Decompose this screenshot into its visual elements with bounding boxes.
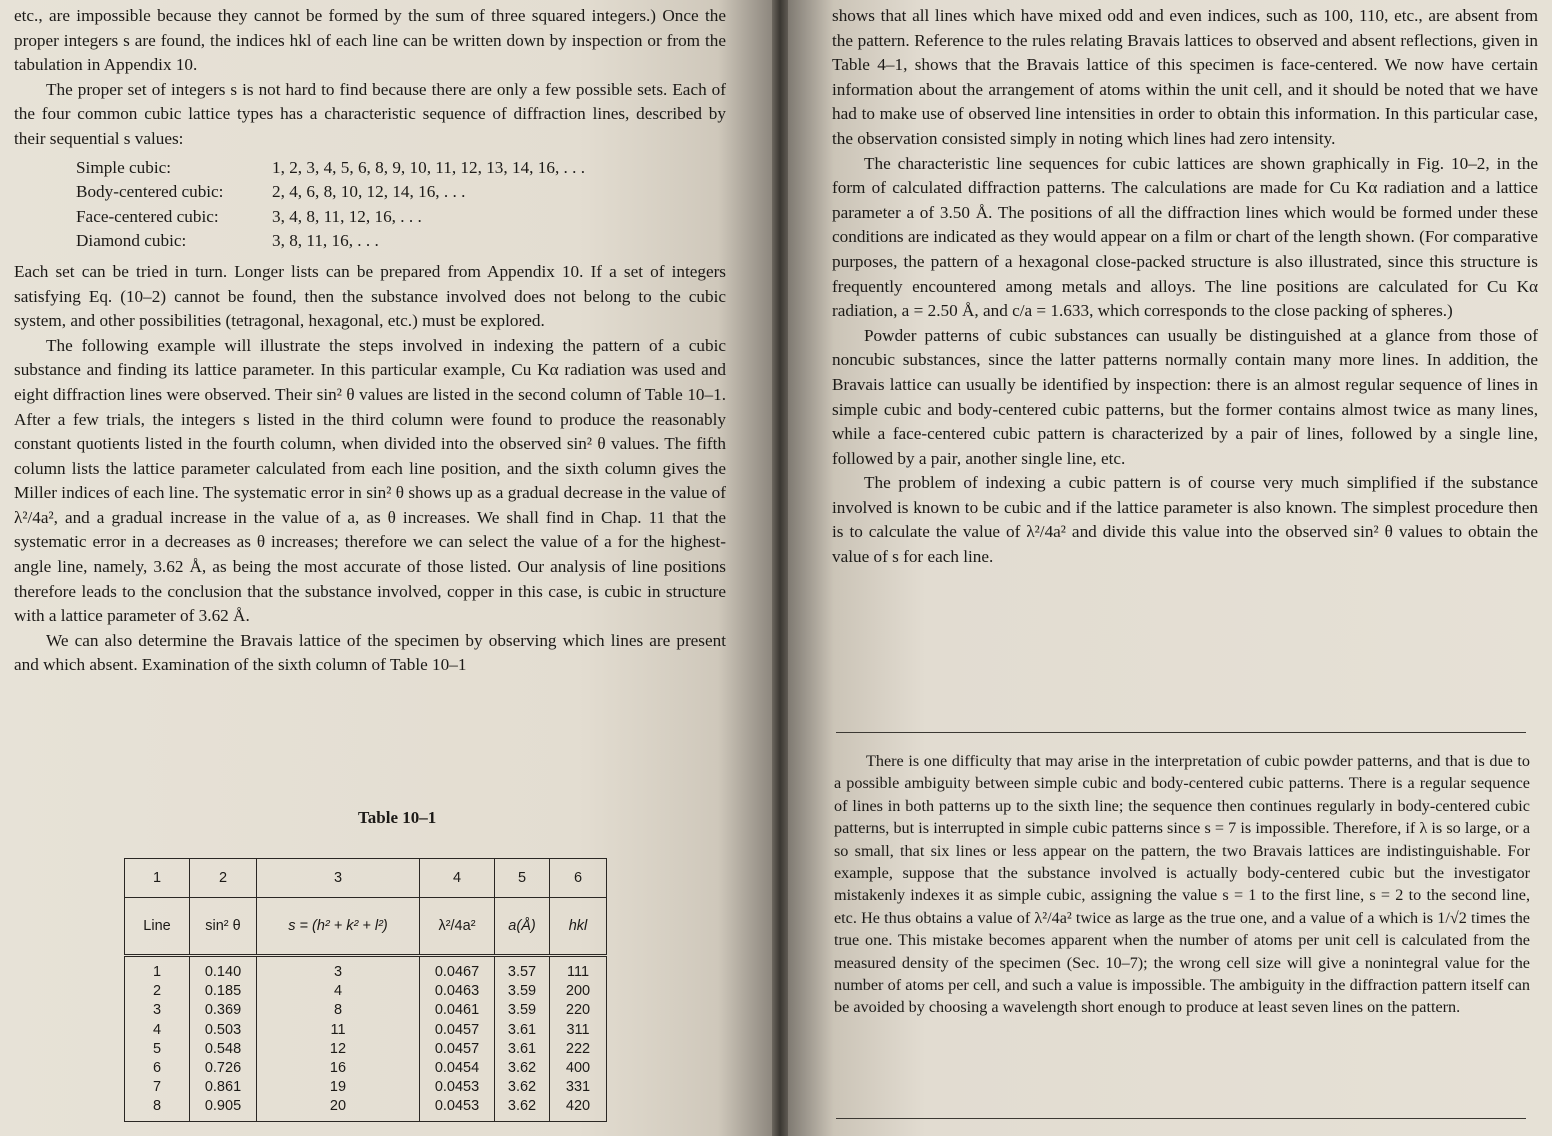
column-number: 5: [495, 859, 550, 898]
table-cell-s: 20: [329, 1098, 347, 1115]
table-cell-sin2theta: 0.503: [204, 1021, 242, 1038]
table-cell-hkl: 222: [565, 1040, 591, 1057]
sequence-name: Face-centered cubic:: [76, 206, 219, 226]
table-10-1: [124, 858, 607, 1122]
paragraph-problem: The problem of indexing a cubic pattern is of course very much simplified if the substance involved is known to be cubic and if the lattice parameter is also known. The simplest procedure then is to calculate the value of λ²/4a² and divide this value into the observed sin² θ values to obtain the value of s for each line.: [832, 473, 1538, 567]
table-cell-s: 16: [329, 1060, 347, 1077]
sequence-values: 1, 2, 3, 4, 5, 6, 8, 9, 10, 11, 12, 13, 14, 16, . . .: [272, 157, 586, 177]
table-cell-sin2theta: 0.726: [204, 1060, 242, 1077]
table-cell-sin2theta: 0.905: [204, 1098, 242, 1115]
sequence-name: Diamond cubic:: [76, 231, 187, 251]
left-page: [0, 0, 772, 1136]
table-cell-a: 3.59: [507, 983, 537, 1000]
footnote-rule-bottom: [836, 1118, 1526, 1119]
lattice-sequences: [14, 156, 726, 254]
table-cell-quotient: 0.0457: [434, 1021, 480, 1038]
right-text-block: [832, 4, 1538, 570]
column-number: 4: [420, 859, 495, 898]
header-line: Line: [125, 898, 190, 956]
header-a: a(Å): [495, 898, 550, 956]
sequence-name: Simple cubic:: [76, 157, 171, 177]
table-cell-s: 8: [333, 1002, 343, 1019]
table-cell-a: 3.62: [507, 1060, 537, 1077]
table-column-numbers: [125, 859, 607, 898]
column-hkl: [550, 956, 607, 1122]
sequence-row: [14, 205, 726, 230]
footnote-rule-top: [836, 732, 1526, 733]
table-body-row: [125, 956, 607, 1122]
sequence-values: 2, 4, 6, 8, 10, 12, 14, 16, . . .: [272, 182, 466, 202]
paragraph-intro: etc., are impossible because they cannot be formed by the sum of three squared integers.) Once the proper integers s are found, the indices hkl of each line can be written down by inspection or from the tabulation in Appendix 10.: [14, 6, 726, 75]
column-number: 3: [257, 859, 420, 898]
table-cell-hkl: 111: [566, 964, 590, 980]
right-page: [788, 0, 1552, 1136]
table-cell-sin2theta: 0.185: [204, 983, 242, 1000]
table-cell-sin2theta: 0.548: [204, 1040, 242, 1057]
table-cell-a: 3.61: [507, 1021, 537, 1038]
table-cell-a: 3.57: [507, 964, 537, 980]
column-quotient: [420, 956, 495, 1122]
table-cell-hkl: 220: [565, 1002, 591, 1019]
table-cell-a: 3.59: [507, 1002, 537, 1019]
table-cell-quotient: 0.0453: [434, 1079, 480, 1096]
sequence-values: 3, 4, 8, 11, 12, 16, . . .: [272, 206, 422, 226]
table-cell-hkl: 311: [566, 1021, 590, 1038]
left-text-block: [14, 4, 726, 678]
table-header-row: [125, 898, 607, 956]
table-cell-quotient: 0.0453: [434, 1098, 480, 1115]
table-cell-s: 3: [333, 964, 343, 980]
table-cell-sin2theta: 0.861: [204, 1079, 242, 1096]
column-a: [495, 956, 550, 1122]
header-sin2theta: sin² θ: [190, 898, 257, 956]
header-quotient: λ²/4a²: [420, 898, 495, 956]
table-cell-s: 19: [329, 1079, 347, 1096]
table-cell-s: 4: [333, 983, 343, 1000]
sequence-row: [14, 156, 726, 181]
table-cell-a: 3.62: [507, 1079, 537, 1096]
table-cell-lines: 2: [152, 983, 162, 1000]
sequence-name: Body-centered cubic:: [76, 182, 224, 202]
table-title: Table 10–1: [358, 808, 437, 827]
table-cell-lines: 8: [152, 1098, 162, 1115]
header-hkl: hkl: [550, 898, 607, 956]
sequence-values: 3, 8, 11, 16, . . .: [272, 231, 379, 251]
table-cell-hkl: 200: [565, 983, 591, 1000]
table-cell-a: 3.62: [507, 1098, 537, 1115]
table-cell-hkl: 331: [565, 1079, 591, 1096]
table-cell-lines: 3: [152, 1002, 162, 1019]
paragraph-sets: The proper set of integers s is not hard to find because there are only a few possible sets. Each of the four common cubic lattice types has a characteristic sequence of diffraction lines, described by their sequential s values:: [14, 79, 726, 148]
table-cell-quotient: 0.0463: [434, 983, 480, 1000]
table-cell-sin2theta: 0.369: [204, 1002, 242, 1019]
column-sin2theta: [190, 956, 257, 1122]
column-number: 1: [125, 859, 190, 898]
table-cell-a: 3.61: [507, 1040, 537, 1057]
header-s: s = (h² + k² + l²): [257, 898, 420, 956]
table-cell-lines: 6: [152, 1060, 162, 1077]
column-line: [125, 956, 190, 1122]
footnote: There is one difficulty that may arise in the interpretation of cubic powder patterns, and that is due to a possible ambiguity between simple cubic and body-centered cubic patterns. There is a regular sequence of lines in both patterns up to the sixth line; the sequence then continues regularly in body-centered cubic patterns, but is interrupted in simple cubic patterns since s = 7 is impossible. Therefore, if λ is so large, or a so small, that six lines or less appear on the pattern, the two Bravais lattices are indistinguishable. For example, suppose that the substance involved is actually body-centered cubic but the investigator mistakenly indexes it as simple cubic, assigning the value s = 1 to the first line, s = 2 to the second line, etc. He thus obtains a value of λ²/4a² twice as large as the true one, and a value of a which is 1/√2 times the true one. This mistake becomes apparent when the number of atoms per unit cell is calculated from the measured density of the specimen (Sec. 10–7); the wrong cell size will give a nonintegral value for the number of atoms per cell, and such a value is impossible. The ambiguity in the diffraction pattern itself can be avoided by choosing a wavelength short enough to produce at least seven lines on the pattern.: [834, 752, 1530, 1017]
table-cell-quotient: 0.0467: [434, 964, 480, 980]
table-cell-s: 12: [329, 1040, 347, 1057]
paragraph-example: The following example will illustrate the steps involved in indexing the pattern of a cubic substance and finding its lattice parameter. In this particular example, Cu Kα radiation was used and eight diffraction lines were observed. Their sin² θ values are listed in the second column of Table 10–1. After a few trials, the integers s listed in the third column were found to produce the reasonably constant quotients listed in the fourth column, when divided into the observed sin² θ values. The fifth column lists the lattice parameter calculated from each line position, and the sixth column gives the Miller indices of each line. The systematic error in sin² θ shows up as a gradual decrease in the value of λ²/4a², and a gradual increase in the value of a, as θ increases. We shall find in Chap. 11 that the systematic error in a decreases as θ increases; therefore we can select the value of a for the highest-angle line, namely, 3.62 Å, as being the most accurate of those listed. Our analysis of line positions therefore leads to the conclusion that the substance involved, copper in this case, is cubic in structure with a lattice parameter of 3.62 Å.: [14, 335, 726, 626]
table-cell-lines: 7: [152, 1079, 162, 1096]
column-number: 6: [550, 859, 607, 898]
table-cell-lines: 1: [152, 964, 162, 980]
table-cell-quotient: 0.0457: [434, 1040, 480, 1057]
book-gutter: [772, 0, 788, 1136]
sequence-row: [14, 180, 726, 205]
table-cell-hkl: 420: [565, 1098, 591, 1115]
table-cell-quotient: 0.0454: [434, 1060, 480, 1077]
paragraph-bravais: We can also determine the Bravais lattice of the specimen by observing which lines are present and which absent. Examination of the sixth column of Table 10–1: [14, 630, 726, 675]
paragraph-characteristic: The characteristic line sequences for cubic lattices are shown graphically in Fig. 10–2, in the form of calculated diffraction patterns. The calculations are made for Cu Kα radiation and a lattice parameter a of 3.50 Å. The positions of all the diffraction lines which would be formed under these conditions are indicated as they would appear on a film or chart of the length shown. (For comparative purposes, the pattern of a hexagonal close-packed structure is also illustrated, since this structure is frequently encountered among metals and alloys. The line positions are calculated for Cu Kα radiation, a = 2.50 Å, and c/a = 1.633, which corresponds to the close packing of spheres.): [832, 153, 1538, 321]
table-cell-lines: 5: [152, 1040, 162, 1057]
column-s: [257, 956, 420, 1122]
paragraph-powder: Powder patterns of cubic substances can usually be distinguished at a glance from those of noncubic substances, since the latter patterns normally contain many more lines. In addition, the Bravais lattice can usually be identified by inspection: there is an almost regular sequence of lines in simple cubic and body-centered cubic patterns, but the former contains almost twice as many lines, while a face-centered cubic pattern is characterized by a pair of lines, followed by a single line, followed by a pair, another single line, etc.: [832, 325, 1538, 468]
table-cell-quotient: 0.0461: [434, 1002, 480, 1019]
sequence-row: [14, 229, 726, 254]
column-number: 2: [190, 859, 257, 898]
table-cell-lines: 4: [152, 1021, 162, 1038]
table-cell-hkl: 400: [565, 1060, 591, 1077]
paragraph-shows: shows that all lines which have mixed odd and even indices, such as 100, 110, etc., are absent from the pattern. Reference to the rules relating Bravais lattices to observed and absent reflections, given in Table 4–1, shows that the Bravais lattice of this specimen is face-centered. We now have certain information about the arrangement of atoms within the unit cell, and it should be noted that we have had to make use of observed line intensities in order to obtain this information. In this particular case, the observation consisted simply in noting which lines had zero intensity.: [832, 6, 1538, 148]
table-cell-s: 11: [330, 1021, 346, 1038]
paragraph-each-set: Each set can be tried in turn. Longer lists can be prepared from Appendix 10. If a set of integers satisfying Eq. (10–2) cannot be found, then the substance involved does not belong to the cubic system, and other possibilities (tetragonal, hexagonal, etc.) must be explored.: [14, 261, 726, 331]
table-cell-sin2theta: 0.140: [204, 964, 242, 980]
